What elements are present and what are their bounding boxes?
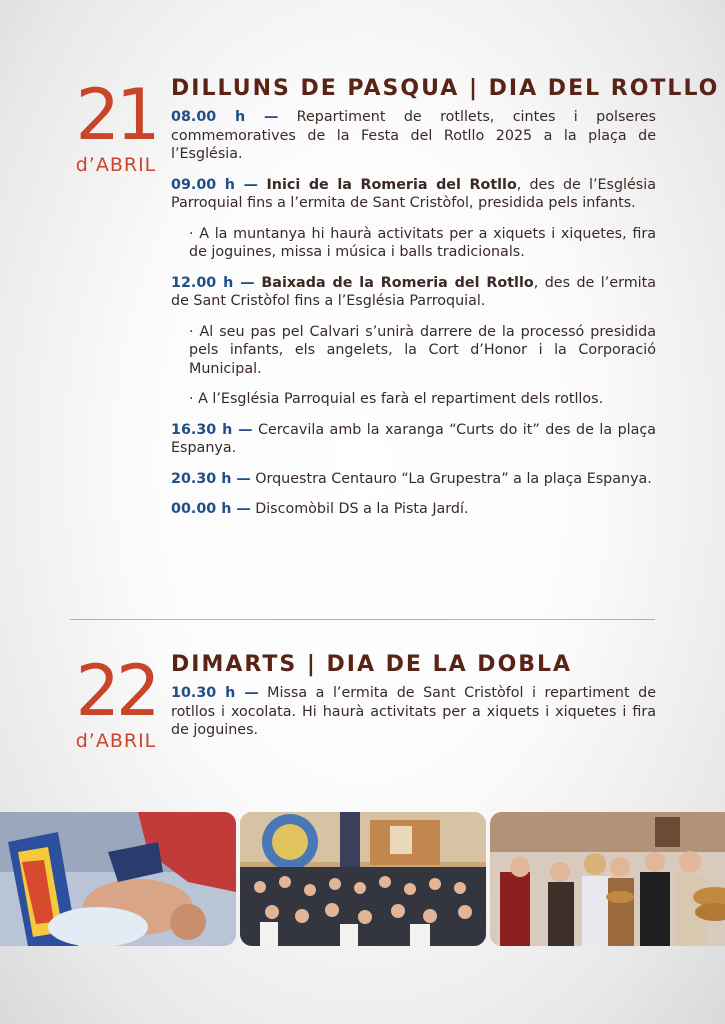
day-section-22 bbox=[171, 652, 656, 752]
entry-bold-text: Baixada de la Romeria del Rotllo bbox=[254, 274, 534, 291]
day-section-21 bbox=[171, 76, 720, 531]
day-title: DIMARTS | DIA DE LA DOBLA bbox=[171, 652, 573, 677]
entry-text: Orquestra Centauro “La Grupestra” a la plaça Espanya. bbox=[250, 470, 652, 487]
entry-text: , des de l’Església Parroquial fins a l’ermita de Sant Cristòfol, presidida pels infants. bbox=[171, 176, 656, 211]
photo-strip bbox=[0, 812, 725, 946]
date-block-21 bbox=[70, 74, 162, 176]
schedule-entry bbox=[171, 500, 656, 519]
entry-time: 09.00 h — bbox=[171, 176, 258, 193]
schedule-entry bbox=[171, 274, 656, 311]
day-number: 21 bbox=[75, 74, 157, 156]
day-month: d’ABRIL bbox=[75, 154, 157, 176]
day-month: d’ABRIL bbox=[75, 730, 157, 752]
entry-time: 00.00 h — bbox=[171, 501, 251, 517]
entry-text: Discomòbil DS a la Pista Jardí. bbox=[250, 501, 469, 517]
section-divider bbox=[70, 619, 655, 620]
day-title: DILLUNS DE PASQUA | DIA DEL ROTLLO bbox=[171, 76, 720, 101]
schedule-entry bbox=[171, 108, 656, 164]
schedule-sub-entry: · A l’Església Parroquial es farà el repartiment dels rotllos. bbox=[189, 391, 604, 407]
entry-bold-text: Inici de la Romeria del Rotllo bbox=[257, 176, 517, 193]
schedule-sub-entry: · Al seu pas pel Calvari s’unirà darrere de la processó presidida pels infants, els angelets, la Cort d’Honor i la Corporació Municipal. bbox=[189, 323, 656, 377]
entry-time: 12.00 h — bbox=[171, 274, 255, 291]
schedule-entry bbox=[171, 176, 656, 213]
entry-time: 16.30 h — bbox=[171, 421, 253, 438]
schedule-entry bbox=[171, 470, 656, 489]
schedule-entry bbox=[171, 684, 656, 740]
entry-time: 20.30 h — bbox=[171, 470, 251, 487]
date-block-22 bbox=[70, 650, 162, 752]
entry-text: , des de l’ermita de Sant Cristòfol fins a l’Església Parroquial. bbox=[171, 274, 657, 309]
costumed-people-photo bbox=[490, 812, 725, 946]
entry-time: 10.30 h — bbox=[171, 685, 259, 701]
schedule-sub-entry: · A la muntanya hi haurà activitats per a xiquets i xiquetes, fira de joguines, missa i música i balls tradicionals. bbox=[189, 225, 656, 260]
schedule-entry bbox=[171, 421, 656, 458]
entry-text: Missa a l’ermita de Sant Cristòfol i repartiment de rotllos i xocolata. Hi haurà activitats per a xiquets i xiquetes i fira de joguines. bbox=[171, 685, 657, 738]
entry-text: Repartiment de rotllets, cintes i polseres commemoratives de la Festa del Rotllo 2025 a la plaça de l’Església. bbox=[171, 109, 656, 162]
crowd-church-photo bbox=[240, 812, 486, 946]
entry-text: Cercavila amb la xaranga “Curts do it” des de la plaça Espanya. bbox=[171, 421, 656, 456]
day-number: 22 bbox=[75, 650, 157, 732]
entry-time: 08.00 h — bbox=[171, 109, 279, 125]
hands-ribbons-photo bbox=[0, 812, 236, 946]
